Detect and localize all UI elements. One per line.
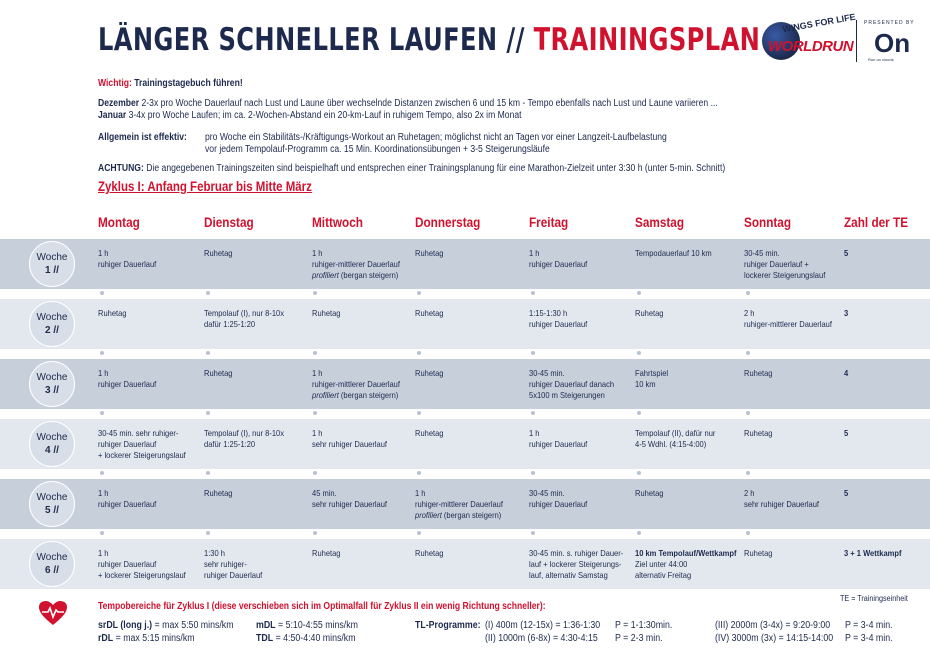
cell-tue: Ruhetag	[204, 248, 233, 258]
separator-dot	[746, 411, 750, 415]
tl-label	[415, 620, 481, 632]
tempo-rdl	[98, 633, 195, 645]
cell-tue: ruhiger Dauerlauf	[204, 570, 263, 580]
cell-mon: ruhiger Dauerlauf	[98, 379, 157, 389]
cell-wed: Ruhetag	[312, 548, 341, 558]
cell-sat: 10 km	[635, 379, 656, 389]
separator-dot	[417, 291, 421, 295]
cell-te-count: 5	[844, 428, 849, 438]
separator-dot	[531, 471, 535, 475]
separator-dot	[313, 531, 317, 535]
cell-wed: 1 h	[312, 248, 323, 258]
cell-mon: 1 h	[98, 548, 109, 558]
cell-mon: ruhiger Dauerlauf	[98, 559, 157, 569]
cell-wed: ruhiger-mittlerer Dauerlauf	[312, 259, 400, 269]
separator-dot	[746, 471, 750, 475]
cell-te-count: 3 + 1 Wettkampf	[844, 548, 902, 558]
cell-fri: ruhiger Dauerlauf	[529, 259, 588, 269]
cell-thu: 1 h	[415, 488, 426, 498]
separator-dot	[100, 351, 104, 355]
dezember-label: Dezember	[98, 98, 140, 109]
week-number: 4 //	[45, 445, 59, 456]
januar-label: Januar	[98, 110, 127, 121]
cell-tue: dafür 1:25-1:20	[204, 439, 256, 449]
januar-text: 3-4x pro Woche Laufen; im ca. 2-Wochen-Abstand ein 20-km-Lauf in ruhigem Tempo, also 2x im Monat	[128, 110, 522, 121]
week-label: Woche	[36, 252, 68, 263]
separator-dot	[637, 471, 641, 475]
cell-sat: Tempolauf (II), dafür nur	[635, 428, 716, 438]
tl-program-3-pause: P = 3-4 min.	[845, 620, 893, 631]
cell-sat: 10 km Tempolauf/Wettkampf	[635, 548, 737, 558]
cell-fri: 1 h	[529, 248, 540, 258]
tl-label-text: TL-Programme:	[415, 620, 481, 631]
week-number: 6 //	[45, 565, 59, 576]
row-separator	[0, 531, 930, 537]
on-tagline: Run on clouds	[868, 57, 894, 62]
cell-thu: Ruhetag	[415, 548, 444, 558]
cell-sun: 2 h	[744, 488, 755, 498]
cell-mon: Ruhetag	[98, 308, 127, 318]
row-separator	[0, 291, 930, 297]
cell-wed: profiliert (bergan steigern)	[312, 270, 399, 280]
separator-dot	[313, 411, 317, 415]
separator-dot	[637, 411, 641, 415]
cell-fri: 30-45 min. s. ruhiger Dauer-	[529, 548, 624, 558]
intro-achtung	[98, 163, 725, 175]
logo-wings-text: WINGS FOR LIFE	[781, 11, 857, 35]
week-badge	[29, 301, 75, 347]
cell-wed: profiliert (bergan steigern)	[312, 390, 399, 400]
cell-tue: Ruhetag	[204, 368, 233, 378]
cell-sun: Ruhetag	[744, 548, 773, 558]
tl-program-1: (I) 400m (12-15x) = 1:36-1:30	[485, 620, 601, 631]
cell-fri: 30-45 min.	[529, 368, 565, 378]
separator-dot	[100, 531, 104, 535]
header-dienstag: Dienstag	[204, 214, 254, 230]
logo-presented-by: PRESENTED BY	[864, 20, 915, 26]
separator-dot	[313, 351, 317, 355]
cell-fri: ruhiger Dauerlauf	[529, 439, 588, 449]
cell-fri: 5x100 m Steigerungen	[529, 390, 605, 400]
header-zahl-der-te: Zahl der TE	[844, 214, 909, 230]
week-badge	[29, 241, 75, 287]
separator-dot	[637, 351, 641, 355]
week-badge	[29, 421, 75, 467]
separator-dot	[206, 291, 210, 295]
week-label: Woche	[36, 492, 68, 503]
row-separator	[0, 351, 930, 357]
tl-program-4: (IV) 3000m (3x) = 14:15-14:00	[715, 633, 834, 644]
te-footnote: TE = Trainingseinheit	[840, 594, 908, 603]
separator-dot	[417, 411, 421, 415]
separator-dot	[417, 471, 421, 475]
cell-sat: Ruhetag	[635, 488, 664, 498]
intro-wichtig	[98, 78, 243, 90]
cell-wed: 1 h	[312, 428, 323, 438]
logo-divider	[856, 20, 857, 62]
cell-fri: ruhiger Dauerlauf	[529, 319, 588, 329]
separator-dot	[100, 291, 104, 295]
tdl-label: TDL	[256, 633, 274, 644]
cell-fri: 1:15-1:30 h	[529, 308, 568, 318]
cell-sat: Tempodauerlauf 10 km	[635, 248, 712, 258]
intro-januar	[98, 110, 522, 122]
cell-sun: 30-45 min.	[744, 248, 780, 258]
cell-sun: sehr ruhiger Dauerlauf	[744, 499, 820, 509]
header-mittwoch: Mittwoch	[312, 214, 363, 230]
row-separator	[0, 471, 930, 477]
cell-wed: sehr ruhiger Dauerlauf	[312, 499, 388, 509]
cell-wed: ruhiger-mittlerer Dauerlauf	[312, 379, 400, 389]
wichtig-text: Trainingstagebuch führen!	[134, 78, 243, 89]
separator-dot	[100, 471, 104, 475]
cell-te-count: 5	[844, 488, 849, 498]
tempo-title: Tempobereiche für Zyklus I (diese verschieben sich im Optimalfall für Zyklus II ein wenig Richtung schneller):	[98, 601, 546, 612]
header-montag: Montag	[98, 214, 140, 230]
separator-dot	[746, 351, 750, 355]
week-number: 5 //	[45, 505, 59, 516]
cell-te-count: 5	[844, 248, 849, 258]
separator-dot	[206, 531, 210, 535]
tl-program-2: (II) 1000m (6-8x) = 4:30-4:15	[485, 633, 598, 644]
cell-thu: ruhiger-mittlerer Dauerlauf	[415, 499, 503, 509]
separator-dot	[531, 411, 535, 415]
rdl-value: = max 5:15 mins/km	[115, 633, 195, 644]
week-label: Woche	[36, 372, 68, 383]
week-number: 1 //	[45, 265, 59, 276]
separator-dot	[637, 291, 641, 295]
logo-world: WORLD	[768, 38, 823, 55]
week-label: Woche	[36, 312, 68, 323]
cell-sat: 4-5 Wdhl. (4:15-4:00)	[635, 439, 707, 449]
title-main: LÄNGER SCHNELLER LAUFEN //	[98, 22, 525, 58]
cell-fri: lauf, alternativ Samstag	[529, 570, 608, 580]
header-samstag: Samstag	[635, 214, 685, 230]
heart-rate-icon	[38, 600, 68, 626]
separator-dot	[206, 411, 210, 415]
srdl-label: srDL (long j.)	[98, 620, 153, 631]
separator-dot	[531, 531, 535, 535]
row-separator	[0, 411, 930, 417]
separator-dot	[206, 351, 210, 355]
cell-tue: Ruhetag	[204, 488, 233, 498]
separator-dot	[531, 291, 535, 295]
cell-sat: alternativ Freitag	[635, 570, 692, 580]
cell-mon: + lockerer Steigerungslauf	[98, 570, 186, 580]
separator-dot	[100, 411, 104, 415]
achtung-label: ACHTUNG:	[98, 163, 144, 174]
cell-wed: 1 h	[312, 368, 323, 378]
separator-dot	[417, 351, 421, 355]
cell-fri: 1 h	[529, 428, 540, 438]
dezember-text: 2-3x pro Woche Dauerlauf nach Lust und Laune über wechselnde Distanzen zwischen 6 und 15 km - Tempo ebenfalls nach Lust und Laune variieren ...	[141, 98, 718, 109]
cell-sun: Ruhetag	[744, 428, 773, 438]
cell-te-count: 4	[844, 368, 849, 378]
cell-sun: Ruhetag	[744, 368, 773, 378]
cell-fri: 30-45 min.	[529, 488, 565, 498]
tl-program-1-pause: P = 1-1:30min.	[615, 620, 673, 631]
page-title	[98, 22, 760, 58]
mdl-label: mDL	[256, 620, 276, 631]
cell-tue: 1:30 h	[204, 548, 225, 558]
cell-thu: Ruhetag	[415, 428, 444, 438]
separator-dot	[417, 531, 421, 535]
allgemein-line-2: vor jedem Tempolauf-Programm ca. 15 Min. Koordinationsübungen + 3-5 Steigerungsläufe	[205, 144, 550, 155]
cell-thu: Ruhetag	[415, 308, 444, 318]
cell-mon: ruhiger Dauerlauf	[98, 499, 157, 509]
separator-dot	[746, 291, 750, 295]
cell-mon: + lockerer Steigerungslauf	[98, 450, 186, 460]
header-sonntag: Sonntag	[744, 214, 792, 230]
cell-thu: profiliert (bergan steigern)	[415, 510, 502, 520]
logo-run: RUN	[822, 38, 854, 55]
cell-tue: Tempolauf (I), nur 8-10x	[204, 428, 285, 438]
cell-mon: 1 h	[98, 488, 109, 498]
week-number: 3 //	[45, 385, 59, 396]
separator-dot	[531, 351, 535, 355]
cell-sun: 2 h	[744, 308, 755, 318]
cell-sat: Fahrtspiel	[635, 368, 669, 378]
cell-thu: Ruhetag	[415, 248, 444, 258]
mdl-value: = 5:10-4:55 mins/km	[278, 620, 358, 631]
week-badge	[29, 481, 75, 527]
cell-sun: lockerer Steigerungslauf	[744, 270, 826, 280]
tl-program-2-pause: P = 2-3 min.	[615, 633, 663, 644]
cell-mon: ruhiger Dauerlauf	[98, 259, 157, 269]
cell-thu: Ruhetag	[415, 368, 444, 378]
cell-wed: sehr ruhiger Dauerlauf	[312, 439, 388, 449]
separator-dot	[206, 471, 210, 475]
tl-program-3: (III) 2000m (3-4x) = 9:20-9:00	[715, 620, 831, 631]
header-donnerstag: Donnerstag	[415, 214, 481, 230]
week-badge	[29, 541, 75, 587]
wichtig-label: Wichtig:	[98, 78, 132, 89]
cell-mon: 1 h	[98, 368, 109, 378]
week-number: 2 //	[45, 325, 59, 336]
cell-tue: Tempolauf (I), nur 8-10x	[204, 308, 285, 318]
allgemein-line-1: pro Woche ein Stabilitäts-/Kräftigungs-Workout an Ruhetagen; möglichst nicht an Tagen vor einer Langzeit-Laufbelastung	[205, 132, 667, 143]
week-badge	[29, 361, 75, 407]
separator-dot	[313, 291, 317, 295]
header-freitag: Freitag	[529, 214, 569, 230]
on-logo: On	[874, 28, 911, 58]
cell-mon: 1 h	[98, 248, 109, 258]
cell-sun: ruhiger-mittlerer Dauerlauf	[744, 319, 832, 329]
cell-fri: lauf + lockerer Steigerungs-	[529, 559, 622, 569]
separator-dot	[637, 531, 641, 535]
srdl-value: = max 5:50 mins/km	[154, 620, 234, 631]
cell-fri: ruhiger Dauerlauf	[529, 499, 588, 509]
tempo-srdl	[98, 620, 234, 632]
week-label: Woche	[36, 432, 68, 443]
cell-sat: Ruhetag	[635, 308, 664, 318]
separator-dot	[746, 531, 750, 535]
week-label: Woche	[36, 552, 68, 563]
tdl-value: = 4:50-4:40 mins/km	[275, 633, 356, 644]
allgemein-label: Allgemein ist effektiv:	[98, 132, 187, 143]
cell-wed: Ruhetag	[312, 308, 341, 318]
intro-dezember	[98, 98, 718, 110]
cycle-title: Zyklus I: Anfang Februar bis Mitte März	[98, 178, 312, 194]
tempo-mdl	[256, 620, 358, 632]
cell-mon: ruhiger Dauerlauf	[98, 439, 157, 449]
title-accent: TRAININGSPLAN	[533, 22, 761, 58]
cell-fri: ruhiger Dauerlauf danach	[529, 379, 615, 389]
wings-for-life-logo	[756, 11, 916, 66]
cell-tue: dafür 1:25-1:20	[204, 319, 256, 329]
cell-sat: Ziel unter 44:00	[635, 559, 688, 569]
cell-tue: sehr ruhiger-	[204, 559, 247, 569]
tempo-tdl	[256, 633, 356, 645]
separator-dot	[313, 471, 317, 475]
cell-te-count: 3	[844, 308, 849, 318]
rdl-label: rDL	[98, 633, 114, 644]
tl-program-4-pause: P = 3-4 min.	[845, 633, 893, 644]
logo-world-run	[768, 38, 853, 55]
achtung-text: Die angegebenen Trainingszeiten sind beispielhaft und entsprechen einer Trainingsplanung für eine Marathon-Zielzeit unter 3:30 h (unter 5-min. Schnitt)	[146, 163, 726, 174]
cell-sun: ruhiger Dauerlauf +	[744, 259, 809, 269]
cell-wed: 45 min.	[312, 488, 337, 498]
cell-mon: 30-45 min. sehr ruhiger-	[98, 428, 179, 438]
